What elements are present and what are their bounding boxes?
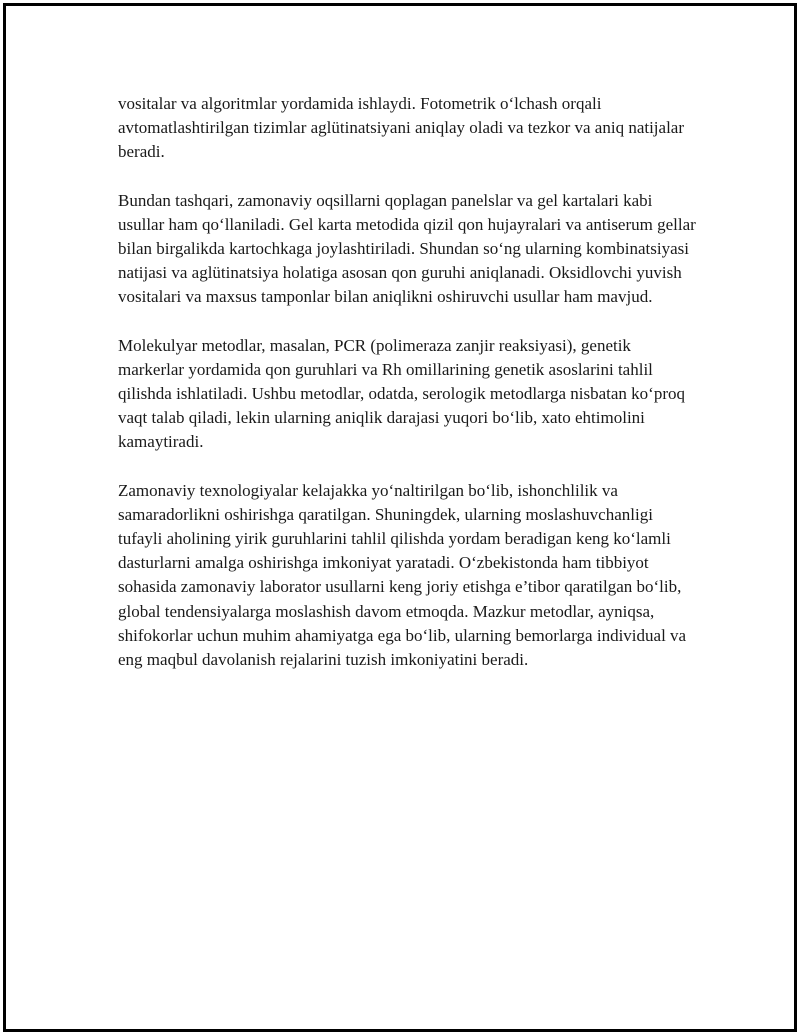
paragraph-gel-card-methods: Bundan tashqari, zamonaviy oqsillarni qoplagan panelslar va gel kartalari kabi usullar ham qo‘llaniladi. Gel karta metodida qizil qon hujayralari va antiserum gellar bilan birgalikda kartochkaga joylashtiriladi. Shundan so‘ng ularning kombinatsiyasi natijasi va aglütinatsiya holatiga asosan qon guruhi aniqlanadi. Oksidlovchi yuvish vositalari va maxsus tamponlar bilan aniqlikni oshiruvchi usullar ham mavjud.	[118, 190, 696, 307]
paragraph-modern-technologies: Zamonaviy texnologiyalar kelajakka yo‘naltirilgan bo‘lib, ishonchlilik va samaradorlikni oshirishga qaratilgan. Shuningdek, ularning moslashuvchanligi tufayli aholining yirik guruhlarini tahlil qilishda yordam beradigan keng ko‘lamli dasturlarni amalga oshirishga imkoniyat yaratadi. O‘zbekistonda ham tibbiyot sohasida zamonaviy laborator usullarni keng joriy etishga e’tibor qaratilgan bo‘lib, global tendensiyalarga moslashish davom etmoqda. Mazkur metodlar, ayniqsa, shifokorlar uchun muhim ahamiyatga ega bo‘lib, ularning bemorlarga individual va eng maqbul davolanish rejalarini tuzish imkoniyatini beradi.	[118, 480, 687, 670]
paragraph-molecular-methods: Molekulyar metodlar, masalan, PCR (polimeraza zanjir reaksiyasi), genetik markerlar yordamida qon guruhlari va Rh omillarining genetik asoslarini tahlil qilishda ishlatiladi. Ushbu metodlar, odatda, serologik metodlarga nisbatan ko‘proq vaqt talab qiladi, lekin ularning aniqlik darajasi yuqori bo‘lib, xato ehtimolini kamaytiradi.	[118, 335, 685, 452]
paragraph-photometric-systems: vositalar va algoritmlar yordamida ishlaydi. Fotometrik o‘lchash orqali avtomatlashtirilgan tizimlar aglütinatsiyani aniqlay oladi va tezkor va aniq natijalar beradi.	[118, 94, 685, 162]
document-body	[118, 92, 698, 696]
